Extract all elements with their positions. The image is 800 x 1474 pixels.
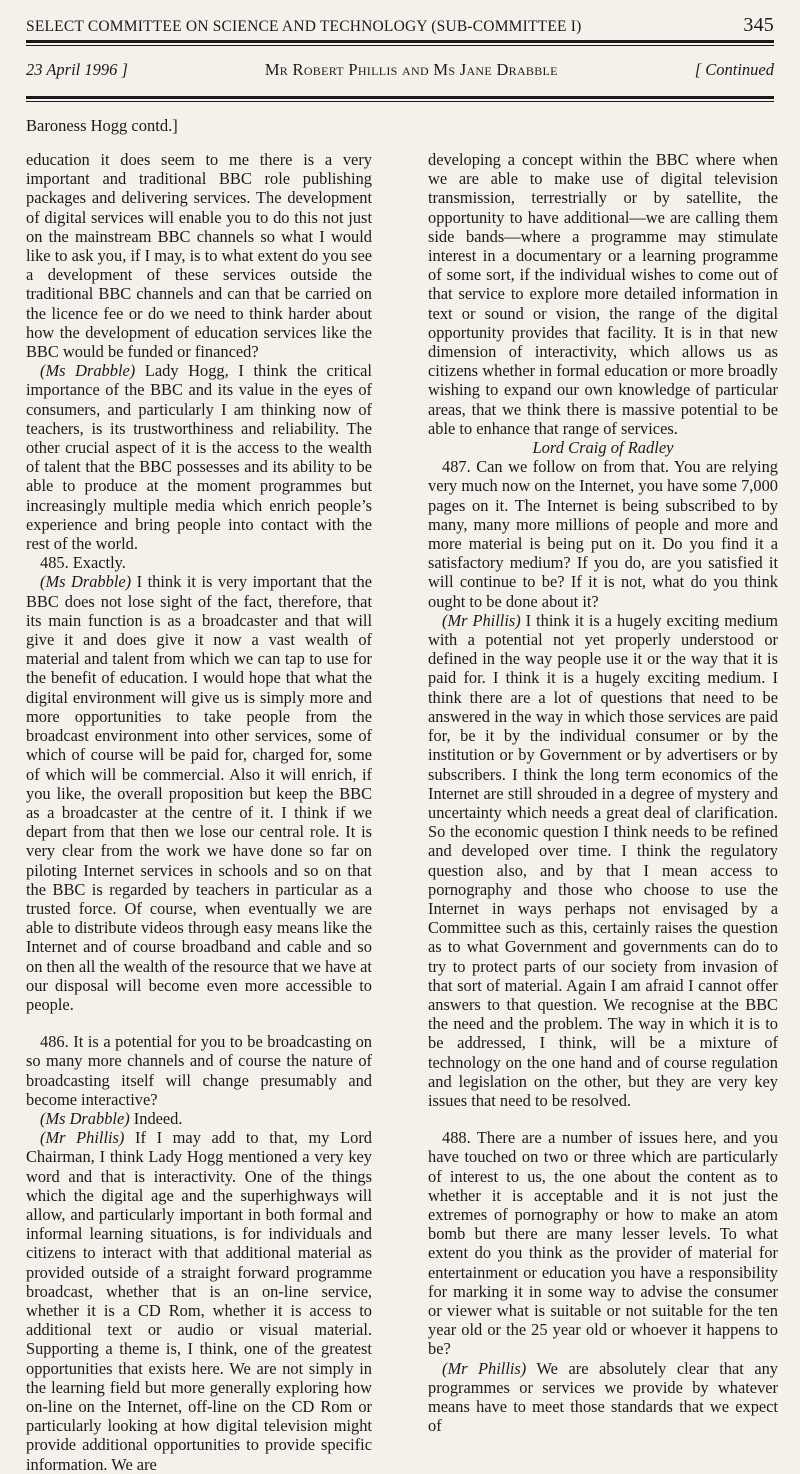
paragraph: education it does seem to me there is a very important and traditional BBC role publishing packages and delivering services. The development of digital services will enable you to do this not just on the mainstream BBC channels so what I would like to ask you, if I may, is to what extent do you see a development of these services outside the traditional BBC channels and can that be carried on the licence fee or do we need to think harder about how the development of education services like the BBC would be funded or financed? xyxy=(26,150,372,362)
header-rule xyxy=(26,40,774,43)
paragraph-text: I think it is very important that the BBC does not lose sight of the fact, therefore, that its main function is as a broadcaster and that will give it and does give it now a vast wealth of material and talent from which we can tap to use for the benefit of education. I would hope that what the digital environment will give us is simply more and more opportunities to take people from the broadcast environment into other services, some of which of course will be paid for, charged for, some of which will be commercial. Also it will enrich, if you like, the overall proposition but keep the BBC as a broadcaster at the centre of it. I think if we depart from that then we lose our central role. It is very clear from the work we have done so far on piloting Internet services in schools and so on that the BBC is regarded by teachers in particular as a trusted force. Of course, when eventually we are able to distribute videos through easy means like the Internet and of course broadband and cable and so on then all the wealth of the resource that we have at our disposal will become even more accessible to people. xyxy=(26,572,372,1014)
speaker-label: (Mr Phillis) xyxy=(442,610,521,630)
meta-rule-thin xyxy=(26,101,774,102)
page-number: 345 xyxy=(743,14,774,36)
running-head xyxy=(26,14,774,37)
speaker-label: (Ms Drabble) xyxy=(40,361,136,381)
left-column xyxy=(26,150,372,1474)
question-paragraph: 486. It is a potential for you to be broadcasting on so many more channels and of course the nature of broadcasting itself will change presumably and become interactive? xyxy=(26,1032,372,1109)
paragraph xyxy=(26,1128,372,1474)
right-column xyxy=(428,150,778,1435)
session-date: 23 April 1996 ] xyxy=(26,60,128,79)
paragraph-text: If I may add to that, my Lord Chairman, I think Lady Hogg mentioned a very key word and that is interactivity. One of the things which the digital age and the superhighways will allow, and particularly important in both formal and informal learning situations, is for individuals and citizens to interact with that additional material as provided outside of a straight forward programme broadcast, whether that is an on-line service, whether it is a CD Rom, whether it is access to additional text or audio or visual material. Supporting a theme is, I think, one of the greatest opportunities that exists here. We are not simply in the learning field but more generally exploring how on-line on the Internet, off-line on the CD Rom or particularly looking at how digital television might provide additional opportunities to provide specific information. We are xyxy=(26,1128,372,1474)
header-rule-thin xyxy=(26,45,774,46)
session-meta xyxy=(26,60,774,80)
meta-rule xyxy=(26,96,774,99)
paragraph-text: I think it is a hugely exciting medium with a potential not yet properly understood or defined in the way people use it or the way that it is paid for. I think it is a hugely exciting medium. I think there are a lot of questions that need to be answered in the way in which those services are paid for, be it by the individual consumer or by the institution or by Government or by advertisers or by subscribers. I think the long term economics of the Internet are still shrouded in a degree of mystery and uncertainty which needs a great deal of clarification. So the economic question I think needs to be refined and developed over time. I think the regulatory question also, and by that I mean access to pornography and those who choose to use the Internet in ways perhaps not envisaged by a Committee such as this, certainly raises the question as to what Government and governments can do to try to protect parts of our society from invasion of that sort of material. Again I am afraid I cannot offer answers to that question. We recognise at the BBC the need and the problem. The way in which it is to be addressed, I think, will be a mixture of technology on the one hand and of course regulation and legislation on the other, but they are very key issues that need to be resolved. xyxy=(428,610,778,1110)
question-paragraph: 485. Exactly. xyxy=(40,553,126,573)
paragraph: developing a concept within the BBC where when we are able to make use of digital television transmission, terrestrially or by satellite, the opportunity to have additional—we are calling them side bands—where a programme may stimulate interest in a documentary or a learning programme of some sort, if the individual wishes to come out of that service to explore more detailed information in text or sound or vision, the range of the digital opportunity provides that facility. It is in that new dimension of interactivity, which allows us as citizens whether in formal education or more broadly wishing to expand our own knowledge of particular areas, that we think there is massive potential to be able to enhance that range of services. xyxy=(428,150,778,438)
paragraph-text: Lady Hogg, I think the critical importance of the BBC and its value in the eyes of consumers, and particularly I am thinking now of teachers, is its trustworthiness and reliability. The other crucial aspect of it is the access to the wealth of talent that the BBC possesses and its ability to be able to produce at the moment programmes but increasingly multiple media which enrich people’s experience and bring people into contact with the rest of the world. xyxy=(26,361,372,554)
speaker-label: (Ms Drabble) xyxy=(40,572,132,592)
speaker-label: (Ms Drabble) xyxy=(40,1108,130,1128)
paragraph xyxy=(26,1109,372,1128)
paragraph xyxy=(26,572,372,1014)
paragraph xyxy=(428,1359,778,1436)
speaker-continued: Baroness Hogg contd.] xyxy=(26,116,178,135)
paragraph xyxy=(428,611,778,1110)
paragraph-text: Indeed. xyxy=(129,1108,183,1128)
speaker-heading: Lord Craig of Radley xyxy=(532,438,674,458)
paragraph-text: We are absolutely clear that any programmes or services we provide by whatever means have to meet those standards that we expect of xyxy=(428,1358,778,1436)
speaker-label: (Mr Phillis) xyxy=(442,1358,527,1378)
paragraph xyxy=(26,361,372,553)
continued-label: [ Continued xyxy=(694,60,774,79)
speaker-label: (Mr Phillis) xyxy=(40,1128,125,1148)
committee-title: SELECT COMMITTEE ON SCIENCE AND TECHNOLOGY (SUB-COMMITTEE I) xyxy=(26,18,582,35)
question-paragraph: 488. There are a number of issues here, and you have touched on two or three which are particularly of interest to us, the one about the content as to whether it is acceptable and it is not just the extremes of pornography or how to make an atom bomb but there are many lesser levels. To what extent do you think as the provider of material for entertainment or education you have a responsibility for marking it in some way to advise the consumer or viewer what is suitable or not suitable for the ten year old or the 25 year old or whoever it happens to be? xyxy=(428,1128,778,1359)
question-paragraph: 487. Can we follow on from that. You are relying very much now on the Internet, you have some 7,000 pages on it. The Internet is being subscribed to by many, many more millions of people and more and more material is being put on it. Do you find it a satisfactory medium? If you do, are you satisfied it will continue to be? If it is not, what do you think ought to be done about it? xyxy=(428,457,778,611)
witnesses: Mr Robert Phillis and Ms Jane Drabble xyxy=(264,60,558,79)
